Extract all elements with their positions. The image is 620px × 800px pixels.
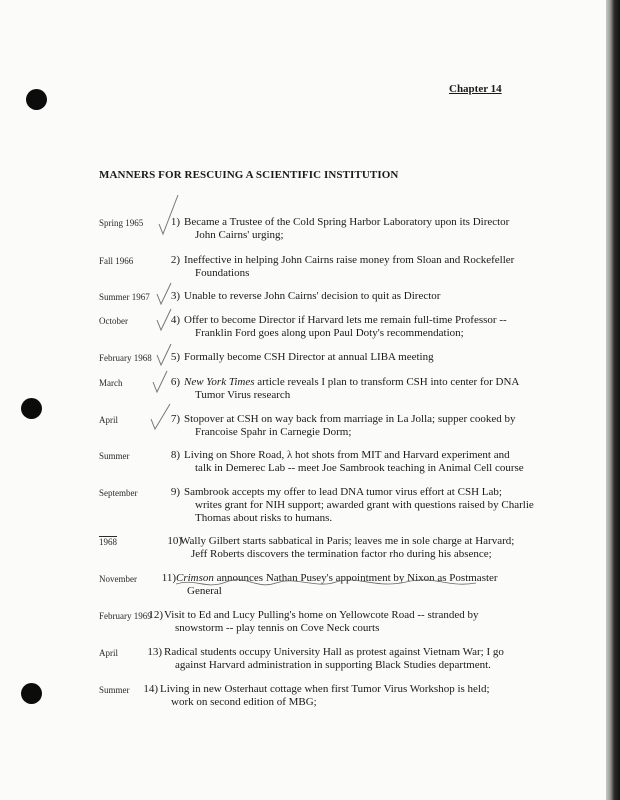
entry-date: September	[99, 488, 138, 498]
entry-date: April	[99, 415, 118, 425]
entry-number: 7)	[170, 413, 180, 425]
entry-number: 11)	[161, 572, 176, 584]
entry-text: Offer to become Director if Harvard lets me remain full-time Professor -- Franklin Ford goes along upon Paul Doty's recommendation;	[184, 314, 507, 339]
entry-date: November	[99, 574, 137, 584]
entry-text: Radical students occupy University Hall as protest against Vietnam War; I go against Harvard administration in supporting Black Studies department.	[164, 646, 504, 671]
entry-date: Summer	[99, 451, 130, 461]
entry-text: Visit to Ed and Lucy Pulling's home on Yellowcote Road -- stranded by snowstorm -- play tennis on Cove Neck courts	[164, 609, 479, 634]
entry-text: Crimson announces Nathan Pusey's appointment by Nixon as Postmaster General	[176, 572, 498, 597]
entry-text: Became a Trustee of the Cold Spring Harbor Laboratory upon its Director John Cairns' urging;	[184, 216, 510, 241]
entry-date: Spring 1965	[99, 218, 144, 228]
entry-text: Living in new Osterhaut cottage when first Tumor Virus Workshop is held; work on second edition of MBG;	[160, 683, 490, 708]
entry-date: 1968	[99, 537, 117, 547]
entry-number: 14)	[143, 683, 158, 695]
entry-number: 10)	[167, 535, 182, 547]
entry-date: April	[99, 648, 118, 658]
entry-number: 5)	[170, 351, 180, 363]
entry-date: March	[99, 378, 123, 388]
entry-number: 6)	[170, 376, 180, 388]
entry-number: 2)	[170, 254, 180, 266]
entry-date: February 1968	[99, 353, 152, 363]
entry-text: Unable to reverse John Cairns' decision to quit as Director	[184, 290, 441, 302]
entry-date: October	[99, 316, 128, 326]
entry-number: 4)	[170, 314, 180, 326]
entry-date: Fall 1966	[99, 256, 134, 266]
entry-text: Sambrook accepts my offer to lead DNA tumor virus effort at CSH Lab; writes grant for NIH support; awarded grant with questions raised by Charlie Thomas about risks to humans.	[184, 486, 534, 524]
page-edge	[606, 0, 620, 800]
entry-number: 3)	[170, 290, 180, 302]
entry-number: 13)	[147, 646, 162, 658]
entry-text: Wally Gilbert starts sabbatical in Paris; leaves me in sole charge at Harvard; Jeff Roberts discovers the termination factor rho during his absence;	[180, 535, 515, 560]
entry-number: 12)	[148, 609, 163, 621]
page-title: MANNERS FOR RESCUING A SCIENTIFIC INSTITUTION	[99, 169, 399, 181]
entry-number: 8)	[170, 449, 180, 461]
entry-text: Formally become CSH Director at annual LIBA meeting	[184, 351, 434, 363]
entry-number: 1)	[170, 216, 180, 228]
entry-number: 9)	[170, 486, 180, 498]
entry-text: Living on Shore Road, λ hot shots from MIT and Harvard experiment and talk in Demerec Lab -- meet Joe Sambrook teaching in Animal Cell course	[184, 449, 524, 474]
punch-hole-bottom	[21, 683, 42, 704]
punch-hole-top	[26, 89, 47, 110]
entry-date: Summer 1967	[99, 292, 150, 302]
entry-text: Stopover at CSH on way back from marriage in La Jolla; supper cooked by Francoise Spahr in Carnegie Dorm;	[184, 413, 516, 438]
entry-date: February 1969	[99, 611, 152, 621]
handwritten-strike	[176, 574, 476, 596]
chapter-heading: Chapter 14	[449, 83, 502, 95]
entry-date: Summer	[99, 685, 130, 695]
entry-text: New York Times article reveals I plan to transform CSH into center for DNA Tumor Virus research	[184, 376, 520, 401]
entry-text: Ineffective in helping John Cairns raise money from Sloan and Rockefeller Foundations	[184, 254, 515, 279]
punch-hole-middle	[21, 398, 42, 419]
